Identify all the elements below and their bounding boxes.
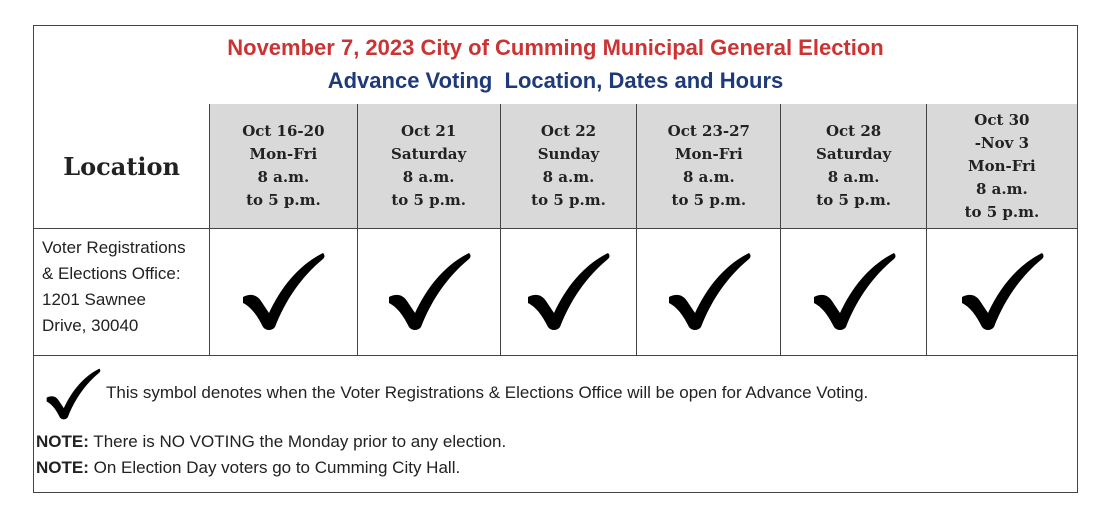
column-open: 8 a.m. [682, 168, 735, 186]
open-cell [781, 229, 926, 356]
column-dates: Oct 30 [974, 110, 1030, 129]
note-label: NOTE: [36, 432, 89, 451]
location-address [34, 229, 210, 356]
column-days: Saturday [816, 145, 892, 163]
column-days: Sunday [537, 145, 600, 163]
note-label: NOTE: [36, 458, 89, 477]
column-close: to 5 p.m. [816, 191, 891, 209]
checkmark-icon [239, 249, 327, 331]
column-open: 8 a.m. [257, 168, 310, 186]
open-cell [637, 229, 781, 356]
schedule-table [34, 104, 1077, 356]
election-title: November 7, 2023 City of Cumming Municipal General Election [227, 35, 884, 60]
column-days: Mon-Fri [249, 145, 318, 163]
column-oct-30-nov-3 [926, 104, 1077, 229]
column-close: to 5 p.m. [391, 191, 466, 209]
column-days: Saturday [391, 145, 467, 163]
column-open: 8 a.m. [402, 168, 455, 186]
column-oct-23-27 [637, 104, 781, 229]
checkmark-icon [958, 249, 1046, 331]
checkmark-icon [385, 249, 473, 331]
column-oct-16-20 [210, 104, 357, 229]
column-close: to 5 p.m. [964, 202, 1040, 221]
open-cell [357, 229, 500, 356]
open-cell [500, 229, 636, 356]
checkmark-icon [810, 249, 898, 331]
column-dates: Oct 28 [825, 122, 882, 140]
legend-text: This symbol denotes when the Voter Registrations & Elections Office will be open for Advance Voting. [106, 383, 869, 402]
column-open: 8 a.m. [542, 168, 595, 186]
open-cell [210, 229, 357, 356]
location-line: Drive, 30040 [42, 316, 139, 335]
location-header: Location [34, 104, 210, 229]
checkmark-icon [665, 249, 753, 331]
schedule-frame [33, 25, 1078, 493]
column-oct-21 [357, 104, 500, 229]
note-text: On Election Day voters go to Cumming City Hall. [88, 458, 461, 477]
checkmark-icon [524, 249, 612, 331]
column-oct-22 [500, 104, 636, 229]
checkmark-icon [44, 366, 102, 420]
location-row [34, 229, 1077, 356]
column-close: to 5 p.m. [246, 191, 321, 209]
column-dates: Oct 16-20 [242, 122, 325, 140]
note-election-day [36, 458, 460, 478]
location-line: Voter Registrations [42, 238, 186, 257]
column-dates: Oct 22 [540, 122, 597, 140]
column-days: Mon-Fri [968, 156, 1036, 175]
column-oct-28 [781, 104, 926, 229]
column-dates-continued: -Nov 3 [974, 133, 1030, 152]
election-subtitle: Advance Voting Location, Dates and Hours [327, 68, 784, 93]
note-no-voting-monday [36, 432, 506, 452]
location-line: & Elections Office: [42, 264, 181, 283]
note-text: There is NO VOTING the Monday prior to any election. [88, 432, 507, 451]
column-close: to 5 p.m. [671, 191, 747, 209]
title-block [34, 26, 1077, 105]
header-row [34, 104, 1077, 229]
legend-and-notes [34, 357, 1077, 494]
column-dates: Oct 23-27 [667, 122, 750, 140]
column-dates: Oct 21 [401, 122, 457, 140]
column-days: Mon-Fri [674, 145, 743, 163]
column-open: 8 a.m. [827, 168, 880, 186]
open-cell [926, 229, 1077, 356]
column-open: 8 a.m. [976, 179, 1028, 198]
column-close: to 5 p.m. [531, 191, 606, 209]
location-line: 1201 Sawnee [42, 290, 146, 309]
